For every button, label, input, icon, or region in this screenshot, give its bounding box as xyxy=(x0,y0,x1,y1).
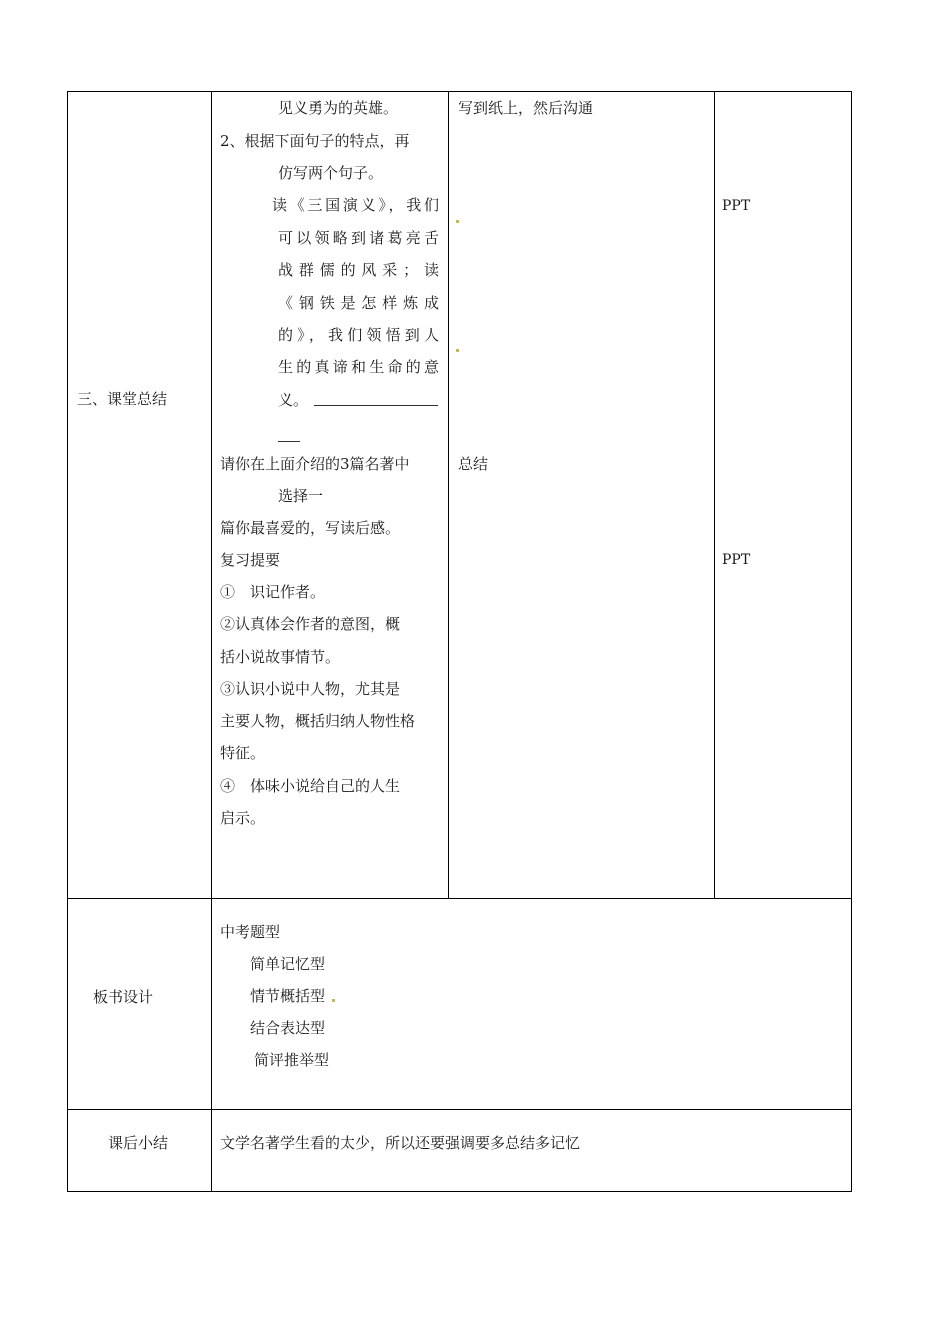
content-line: 括小说故事情节。 xyxy=(220,648,341,666)
media-line: PPT xyxy=(722,552,751,568)
board-line: 中考题型 xyxy=(220,923,281,941)
stray-mark xyxy=(456,220,459,223)
content-line: 特征。 xyxy=(220,744,266,762)
fill-blank xyxy=(278,441,300,442)
content-line: 仿写两个句子。 xyxy=(278,164,384,182)
row-label-summary: 三、课堂总结 xyxy=(77,390,168,408)
content-line: 义。 xyxy=(278,391,309,409)
column-divider xyxy=(211,92,212,1192)
content-line: 启示。 xyxy=(220,809,266,827)
after-text: 文学名著学生看的太少，所以还要强调要多总结多记忆 xyxy=(220,1134,581,1152)
content-line: 读《三国演义》，我们 xyxy=(272,196,439,214)
lesson-table xyxy=(67,91,852,1192)
board-line: 情节概括型 xyxy=(250,987,326,1005)
activity-line: 写到纸上，然后沟通 xyxy=(458,99,594,117)
content-line: ④ 体味小说给自己的人生 xyxy=(220,777,401,795)
content-line: 生的真谛和生命的意 xyxy=(278,358,439,376)
content-line: ③认识小说中人物，尤其是 xyxy=(220,680,401,698)
content-line: 可以领略到诸葛亮舌 xyxy=(278,229,439,247)
content-line: ②认真体会作者的意图，概 xyxy=(220,615,401,633)
board-line: 简评推举型 xyxy=(254,1051,330,1069)
activity-line: 总结 xyxy=(458,455,489,473)
stray-mark xyxy=(456,349,459,352)
column-divider xyxy=(448,92,449,898)
content-line: 篇你最喜爱的，写读后感。 xyxy=(220,519,401,537)
row-divider xyxy=(68,1109,851,1110)
content-line: 选择一 xyxy=(278,487,324,505)
content-line: 主要人物，概括归纳人物性格 xyxy=(220,712,416,730)
content-line: 见义勇为的英雄。 xyxy=(278,99,399,117)
column-divider xyxy=(714,92,715,898)
media-line: PPT xyxy=(722,198,751,214)
content-line: 战群儒的风采；读 xyxy=(278,261,439,279)
content-line: 的》，我们领悟到人 xyxy=(278,326,439,344)
row-label-board: 板书设计 xyxy=(93,988,154,1006)
fill-blank xyxy=(314,405,438,406)
content-line: 《钢铁是怎样炼成 xyxy=(278,294,439,312)
content-line: 复习提要 xyxy=(220,551,281,569)
content-line: 请你在上面介绍的3篇名著中 xyxy=(220,455,410,473)
board-line: 简单记忆型 xyxy=(250,955,326,973)
board-line: 结合表达型 xyxy=(250,1019,326,1037)
content-line: ① 识记作者。 xyxy=(220,583,326,601)
content-line: 2、根据下面句子的特点，再 xyxy=(220,132,410,150)
row-divider xyxy=(68,898,851,899)
row-label-after: 课后小结 xyxy=(108,1134,169,1152)
stray-mark xyxy=(332,999,335,1002)
